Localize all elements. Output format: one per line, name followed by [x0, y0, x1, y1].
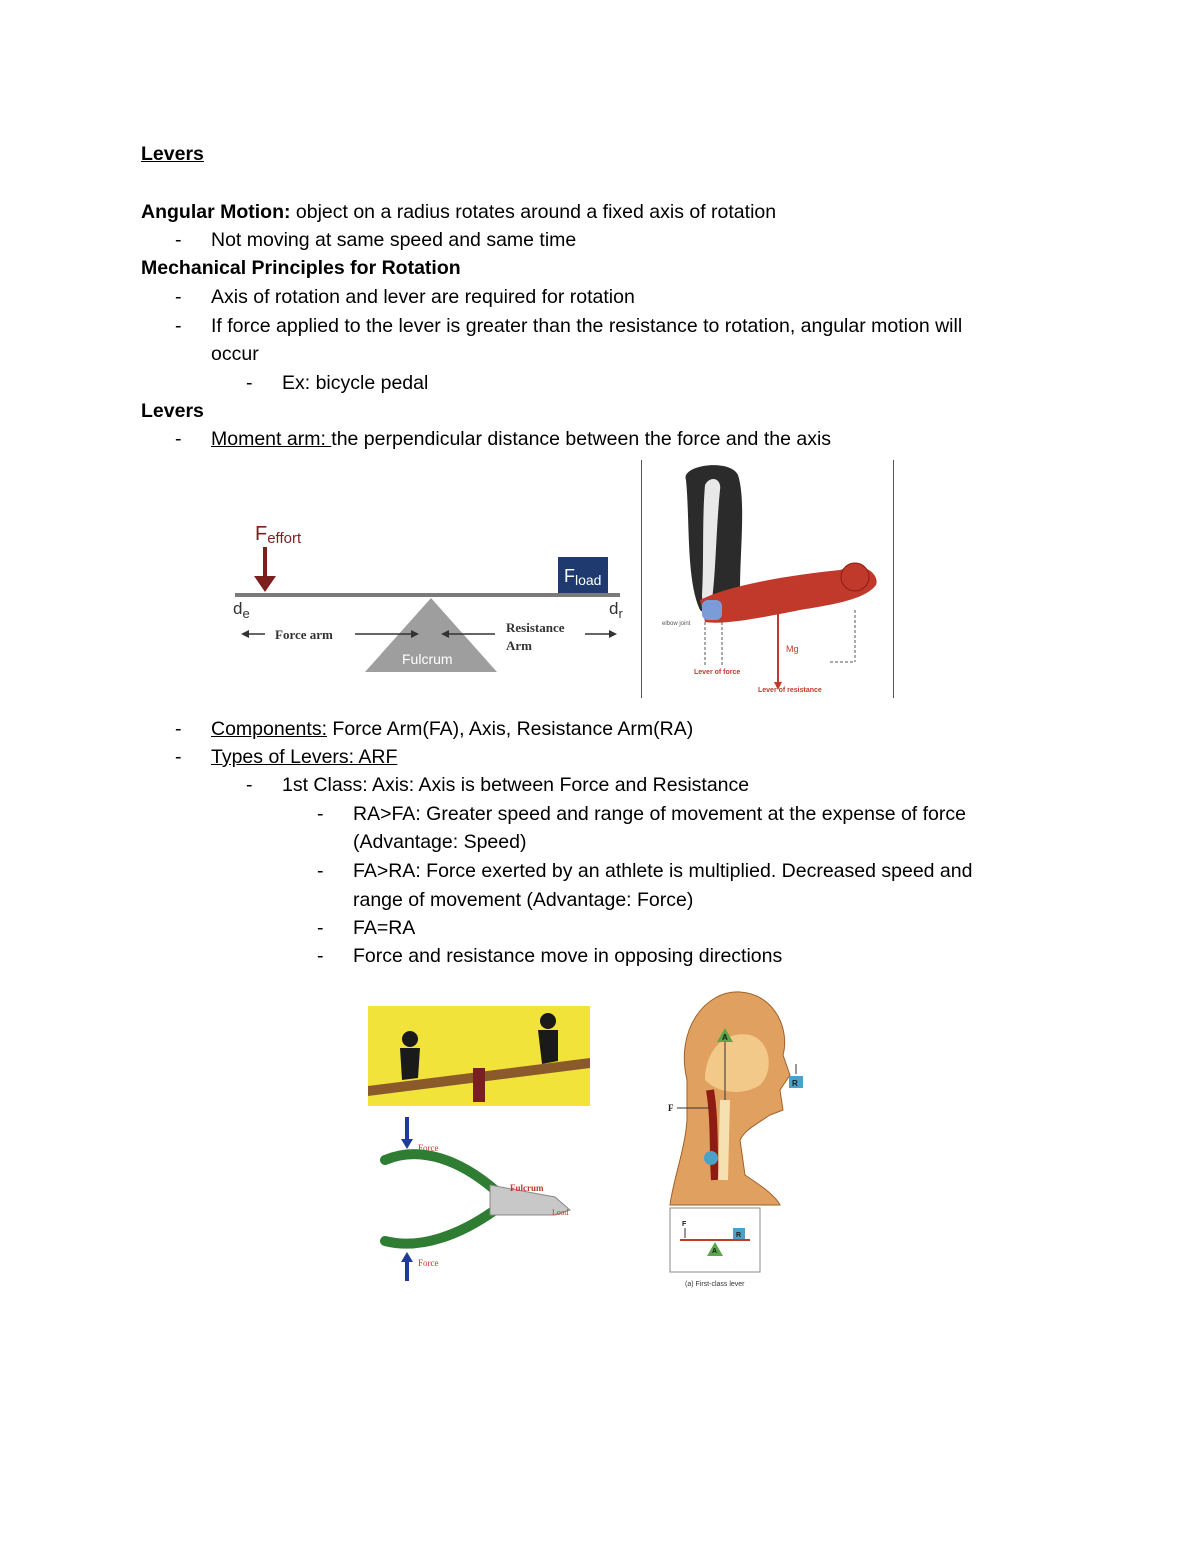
mech-sub-bullet-1: Ex: bicycle pedal — [282, 372, 429, 394]
mech-bullet-1: Axis of rotation and lever are required for rotation — [211, 286, 635, 308]
first-class-caption: (a) First-class lever — [685, 1281, 745, 1288]
mech-heading: Mechanical Principles for Rotation — [141, 257, 461, 279]
fulcrum-label: Fulcrum — [510, 1183, 544, 1193]
force-top-arrowhead — [401, 1139, 413, 1149]
fa-eq-ra: FA=RA — [353, 917, 416, 939]
levers-heading: Levers — [141, 400, 204, 422]
page-title: Levers — [141, 143, 204, 165]
opposing-directions: Force and resistance move in opposing directions — [353, 945, 783, 967]
bullet-dash: - — [175, 746, 182, 768]
components-line — [211, 715, 693, 743]
bullet-dash: - — [317, 917, 324, 939]
de-label: $d_e$ — [233, 599, 250, 621]
head-lever-image — [665, 990, 815, 1290]
angular-motion-text: object on a radius rotates around a fixed axis of rotation — [290, 201, 777, 223]
bullet-dash: - — [246, 372, 253, 394]
bullet-dash: - — [175, 229, 182, 251]
lever-fulcrum-diagram — [225, 500, 635, 680]
pliers-handle-top — [385, 1154, 495, 1190]
hand — [841, 563, 869, 591]
angular-bullet-1: Not moving at same speed and same time — [211, 229, 577, 251]
arm-lever-diagram — [650, 460, 890, 698]
inset-r-label: R — [736, 1232, 742, 1239]
pliers-image — [380, 1115, 580, 1285]
moment-arm-line — [211, 425, 831, 453]
first-class: 1st Class: Axis: Axis is between Force and Resistance — [282, 774, 750, 796]
load-label: Load — [552, 1208, 569, 1217]
axis-a-label: A — [722, 1033, 728, 1042]
angular-motion-label: Angular Motion: — [141, 201, 291, 223]
bullet-dash: - — [246, 774, 253, 796]
child-left-body — [400, 1048, 420, 1080]
f-effort-label: Feffort — [255, 523, 302, 547]
seesaw-post — [473, 1068, 485, 1102]
lever-beam — [235, 593, 620, 597]
force-bottom-label: Force — [418, 1258, 439, 1268]
seesaw-image — [368, 1006, 590, 1106]
angular-motion-line — [141, 198, 776, 226]
bullet-dash: - — [175, 428, 182, 450]
bullet-dash: - — [317, 803, 324, 825]
lever-resistance-label: Lever of resistance — [758, 687, 822, 694]
moment-arm-text: the perpendicular distance between the force and the axis — [331, 428, 832, 450]
neck-muscle — [710, 1090, 715, 1180]
ra-fa-line-2: (Advantage: Speed) — [353, 831, 527, 853]
fa-ra-line-2: range of movement (Advantage: Force) — [353, 889, 694, 911]
child-right — [540, 1013, 556, 1029]
moment-arm-label: Moment arm: — [211, 428, 332, 450]
mg-label: Mg — [786, 644, 799, 654]
figure-divider-right — [893, 460, 894, 698]
bullet-dash: - — [175, 315, 182, 337]
bullet-dash: - — [175, 286, 182, 308]
force-f-label: F — [668, 1103, 674, 1113]
resistance-r-label: R — [792, 1079, 798, 1088]
elbow-label: elbow joint — [662, 621, 691, 627]
components-text: Force Arm(FA), Axis, Resistance Arm(RA) — [326, 718, 694, 740]
mech-bullet-2-line-1: If force applied to the lever is greater than the resistance to rotation, angular motion will — [211, 315, 963, 337]
figure-divider-left — [641, 460, 642, 698]
force-arm-label: Force arm — [275, 627, 333, 642]
head-silhouette — [670, 992, 790, 1205]
f-load-label: Fload — [564, 566, 602, 588]
components-label: Components: — [211, 718, 327, 740]
mech-bullet-2-line-2: occur — [211, 343, 259, 365]
resistance-arm-label-1: Resistance — [506, 620, 565, 635]
cartilage — [704, 1151, 718, 1165]
fulcrum-label: Fulcrum — [402, 651, 453, 667]
types-of-levers: Types of Levers: ARF — [211, 746, 398, 768]
inset-f-label: F — [682, 1221, 687, 1228]
inset-a-label: A — [712, 1248, 718, 1255]
arrowhead — [241, 630, 249, 638]
elbow-joint — [702, 600, 722, 620]
fa-ra-line-1: FA>RA: Force exerted by an athlete is multiplied. Decreased speed and — [353, 860, 973, 882]
bullet-dash: - — [317, 945, 324, 967]
resistance-arm-label-2: Arm — [506, 638, 532, 653]
child-left — [402, 1031, 418, 1047]
force-bottom-arrowhead — [401, 1252, 413, 1262]
dr-label: $d_r$ — [609, 599, 623, 621]
force-top-label: Force — [418, 1143, 439, 1153]
lever-force-label: Lever of force — [694, 669, 741, 676]
pliers-handle-bottom — [385, 1210, 495, 1244]
effort-arrowhead — [254, 576, 276, 592]
bullet-dash: - — [317, 860, 324, 882]
ra-fa-line-1: RA>FA: Greater speed and range of movement at the expense of force — [353, 803, 966, 825]
arrowhead — [609, 630, 617, 638]
spine — [723, 1100, 725, 1180]
bullet-dash: - — [175, 718, 182, 740]
